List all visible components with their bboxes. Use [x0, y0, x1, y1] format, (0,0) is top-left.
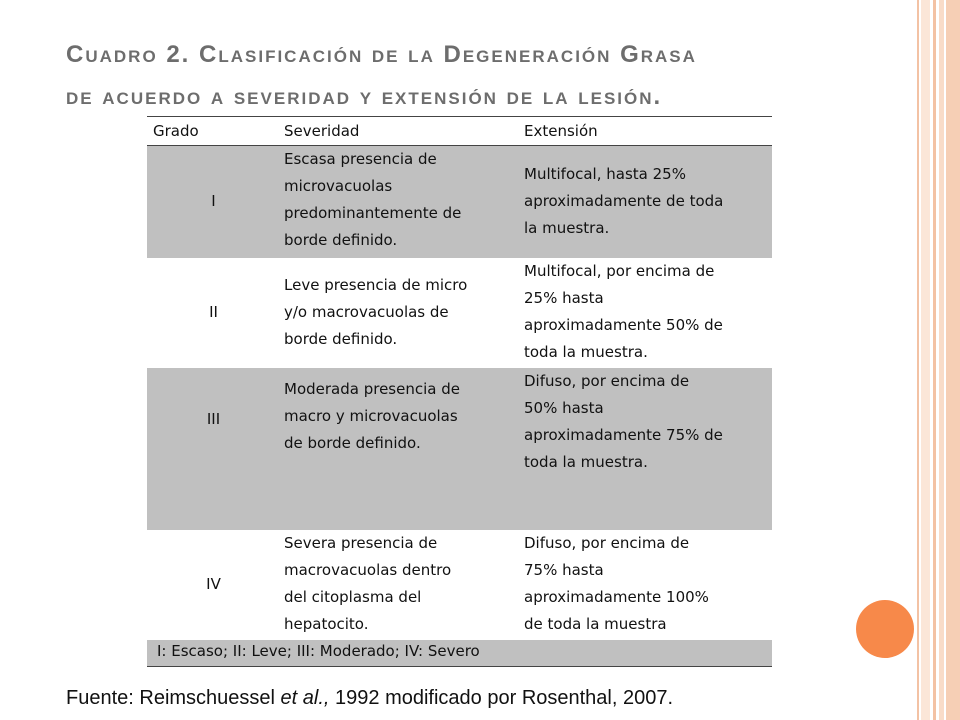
cell-line: Difuso, por encima de — [524, 371, 690, 390]
legend-text: I: Escaso; II: Leve; III: Moderado; IV: Severo — [147, 640, 772, 667]
stripe — [939, 0, 944, 720]
header-extension: Extensión — [524, 117, 772, 146]
cell-line: predominantemente de — [284, 204, 462, 222]
source-prefix: Fuente: Reimschuessel — [66, 687, 281, 709]
cell-line: aproximadamente 50% de — [524, 315, 723, 334]
table-row — [147, 146, 772, 258]
cell-line: aproximadamente 100% — [524, 587, 709, 606]
cell-line: Leve presencia de micro — [284, 276, 468, 294]
orange-circle-decoration — [856, 600, 914, 658]
severity-cell — [284, 146, 524, 258]
decorative-stripes — [916, 0, 960, 720]
cell-line: macro y microvacuolas — [284, 406, 458, 425]
cell-line: Severa presencia de — [284, 533, 438, 552]
extension-cell — [524, 368, 772, 530]
extension-cell — [524, 146, 772, 258]
cell-line: 75% hasta — [524, 560, 604, 579]
cell-line: de toda la muestra — [524, 614, 667, 633]
cell-line: la muestra. — [524, 219, 610, 238]
severity-cell — [284, 368, 524, 530]
cell-line: Escasa presencia de — [284, 150, 437, 168]
table-row — [147, 368, 772, 530]
source-italic: et al., — [280, 687, 330, 709]
stripe — [933, 0, 936, 720]
cell-line: macrovacuolas dentro — [284, 560, 452, 579]
slide-title — [66, 34, 918, 118]
table-row — [147, 258, 772, 368]
stripe — [921, 0, 930, 720]
cell-line: hepatocito. — [284, 614, 369, 633]
cell-line: Moderada presencia de — [284, 379, 460, 398]
source-citation — [66, 687, 673, 710]
cell-line: toda la muestra. — [524, 342, 648, 361]
cell-line: aproximadamente 75% de — [524, 425, 723, 444]
title-line-1: Cuadro 2. Clasificación de la Degeneración Grasa — [66, 41, 697, 68]
classification-table — [147, 116, 772, 667]
header-severidad: Severidad — [284, 117, 524, 146]
cell-line: del citoplasma del — [284, 587, 422, 606]
header-grado: Grado — [147, 117, 284, 146]
stripe — [946, 0, 960, 720]
grade-cell: II — [209, 303, 218, 321]
grade-cell: I — [147, 146, 284, 258]
extension-cell — [524, 258, 772, 368]
cell-line: 50% hasta — [524, 398, 604, 417]
severity-cell — [284, 530, 524, 640]
cell-line: borde definido. — [284, 330, 398, 348]
source-suffix: 1992 modificado por Rosenthal, 2007. — [329, 687, 674, 709]
cell-line: aproximadamente de toda — [524, 192, 724, 211]
severity-cell — [284, 258, 524, 368]
cell-line: de borde definido. — [284, 433, 421, 452]
legend-row — [147, 640, 772, 667]
cell-line: y/o macrovacuolas de — [284, 303, 449, 321]
cell-line: microvacuolas — [284, 177, 393, 195]
cell-line: Multifocal, por encima de — [524, 261, 715, 280]
cell-line: Multifocal, hasta 25% — [524, 165, 686, 184]
table-row — [147, 530, 772, 640]
title-line-2: de acuerdo a severidad y extensión de la lesión. — [66, 83, 663, 110]
table-header-row — [147, 117, 772, 146]
extension-cell — [524, 530, 772, 640]
cell-line: 25% hasta — [524, 288, 604, 307]
grade-cell: III — [147, 368, 284, 530]
cell-line: toda la muestra. — [524, 452, 648, 471]
cell-line: Difuso, por encima de — [524, 533, 690, 552]
cell-line: borde definido. — [284, 231, 398, 249]
grade-cell: IV — [206, 575, 221, 593]
